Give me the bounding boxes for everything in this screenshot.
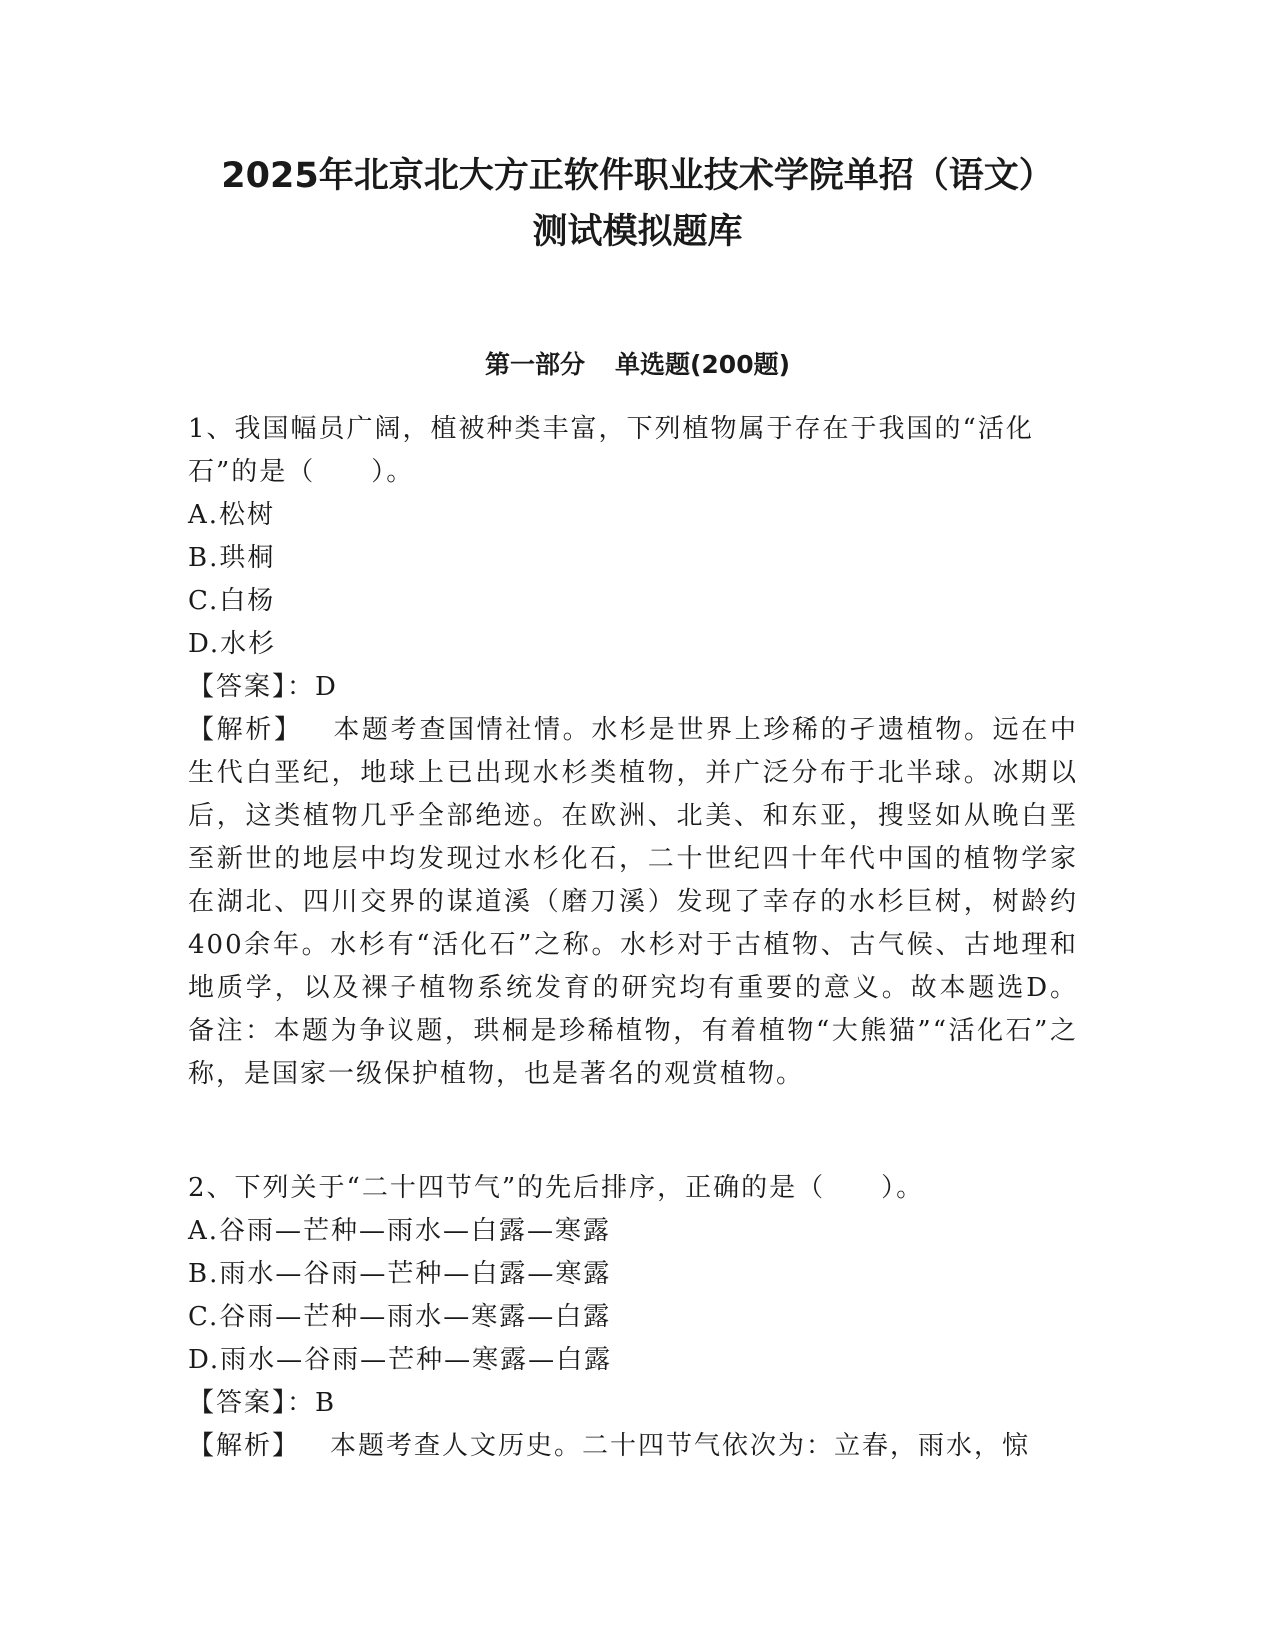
option-a: A.松树 bbox=[188, 500, 276, 530]
section-heading-type: 单选题(200题) bbox=[614, 350, 791, 379]
answer-value: B bbox=[315, 1388, 337, 1418]
question-stem-line-2: 石”的是（ ）。 bbox=[188, 457, 415, 487]
analysis-block bbox=[188, 709, 1078, 1096]
answer-value: D bbox=[315, 672, 338, 702]
analysis-text: 本题考查国情社情。水杉是世界上珍稀的孑遗植物。远在中生代白垩纪，地球上已出现水杉类植物，并广泛分布于北半球。冰期以后，这类植物几乎全部绝迹。在欧洲、北美、和东亚，搜竖如从晚白垩至新世的地层中均发现过水杉化石，二十世纪四十年代中国的植物学家在湖北、四川交界的谋道溪（磨刀溪）发现了幸存的水杉巨树，树龄约400余年。水杉有“活化石”之称。水杉对于古植物、古气候、古地理和地质学，以及裸子植物系统发育的研究均有重要的意义。故本题选D。备注：本题为争议题，珙桐是珍稀植物，有着植物“大熊猫”“活化石”之称，是国家一级保护植物，也是著名的观赏植物。 bbox=[188, 715, 1078, 1089]
analysis-label: 【解析】 bbox=[188, 715, 303, 745]
option-a: A.谷雨—芒种—雨水—白露—寒露 bbox=[188, 1216, 612, 1246]
option-d: D.雨水—谷雨—芒种—寒露—白露 bbox=[188, 1345, 613, 1375]
analysis-label: 【解析】 bbox=[188, 1431, 301, 1461]
question-2 bbox=[188, 1167, 1078, 1468]
answer-label: 【答案】： bbox=[188, 1388, 316, 1418]
option-b: B.雨水—谷雨—芒种—白露—寒露 bbox=[188, 1259, 612, 1289]
analysis-text: 本题考查人文历史。二十四节气依次为：立春，雨水，惊 bbox=[330, 1431, 1031, 1461]
section-heading-part: 第一部分 bbox=[484, 350, 585, 379]
answer-line bbox=[188, 666, 1078, 709]
question-1 bbox=[188, 408, 1078, 1096]
answer-label: 【答案】： bbox=[188, 672, 316, 702]
answer-line bbox=[188, 1382, 1078, 1425]
question-stem-line-1: 1、我国幅员广阔，植被种类丰富，下列植物属于存在于我国的“活化 bbox=[188, 414, 1034, 444]
document-title bbox=[150, 148, 1125, 260]
option-c: C.谷雨—芒种—雨水—寒露—白露 bbox=[188, 1302, 612, 1332]
option-c: C.白杨 bbox=[188, 586, 276, 616]
question-stem-line-1: 2、下列关于“二十四节气”的先后排序，正确的是（ ）。 bbox=[188, 1173, 925, 1203]
document-title-line-1: 2025年北京北大方正软件职业技术学院单招（语文） bbox=[221, 156, 1054, 196]
option-d: D.水杉 bbox=[188, 629, 277, 659]
document-title-line-2: 测试模拟题库 bbox=[532, 212, 743, 252]
section-heading bbox=[150, 345, 1125, 385]
analysis-block bbox=[188, 1425, 1078, 1468]
option-b: B.珙桐 bbox=[188, 543, 276, 573]
